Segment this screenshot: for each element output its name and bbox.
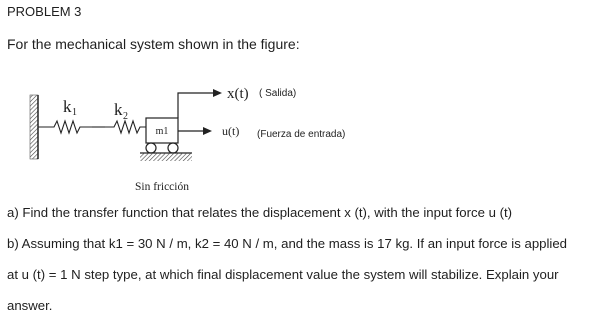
spring1-label: k bbox=[63, 97, 72, 116]
input-label: u(t) bbox=[222, 124, 240, 138]
fixed-wall bbox=[30, 95, 38, 159]
spring1-subscript: 1 bbox=[72, 107, 77, 118]
output-label: x(t) bbox=[227, 86, 249, 102]
displacement-arrowhead bbox=[213, 89, 222, 97]
output-note: ( Salida) bbox=[259, 88, 297, 99]
floor-note: Sin fricción bbox=[135, 181, 189, 193]
right-wheel bbox=[168, 143, 178, 153]
problem-intro: For the mechanical system shown in the figure: bbox=[7, 36, 300, 52]
question-a: a) Find the transfer function that relates the displacement x (t), with the input force u (t) bbox=[7, 205, 513, 220]
spring-k2 bbox=[105, 121, 146, 133]
input-note: (Fuerza de entrada) bbox=[257, 129, 346, 140]
left-wheel bbox=[146, 143, 156, 153]
spring-k1 bbox=[38, 121, 92, 133]
problem-title: PROBLEM 3 bbox=[7, 4, 82, 19]
floor-hatch bbox=[140, 153, 192, 161]
force-arrowhead bbox=[203, 127, 212, 135]
spring2-subscript: 2 bbox=[123, 111, 128, 122]
question-b-line3: answer. bbox=[7, 298, 53, 313]
question-b-line2: at u (t) = 1 N step type, at which final displacement value the system will stabilize. Explain your bbox=[7, 267, 559, 282]
mass-label: m1 bbox=[155, 126, 169, 137]
spring2-label: k bbox=[114, 100, 123, 119]
displacement-reference-line bbox=[178, 93, 213, 118]
question-b-line1: b) Assuming that k1 = 30 N / m, k2 = 40 N / m, and the mass is 17 kg. If an input force is applied bbox=[7, 236, 568, 251]
